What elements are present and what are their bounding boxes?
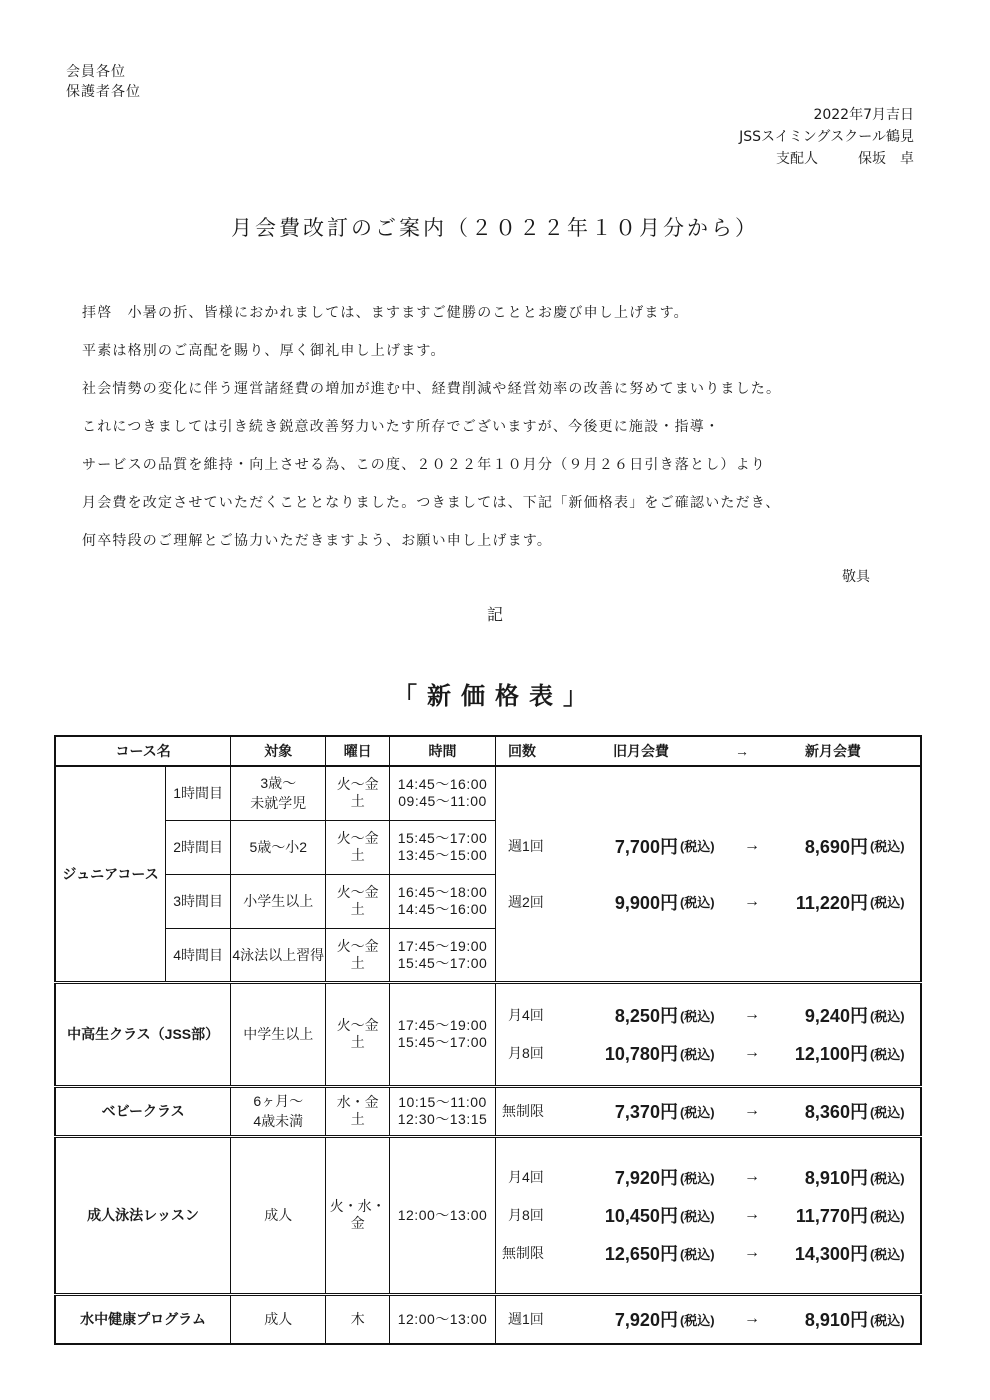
addressee-block bbox=[66, 62, 141, 102]
day-cell: 火～金 土 bbox=[326, 874, 390, 928]
letter-body bbox=[82, 300, 922, 566]
table-row bbox=[55, 1136, 921, 1294]
target-cell: 成人 bbox=[231, 1136, 326, 1294]
day-cell: 木 bbox=[326, 1294, 390, 1344]
body-line: 社会情勢の変化に伴う運営諸経費の増加が進む中、経費削減や経営効率の改善に努めてまいりました。 bbox=[82, 381, 782, 397]
course-baby: ベビークラス bbox=[55, 1086, 231, 1136]
price-line: 月8回 10,780円 (税込) → 12,100円 (税込) bbox=[507, 1044, 905, 1064]
addressee-guardians: 保護者各位 bbox=[66, 84, 141, 100]
time-cell: 17:45～19:00 15:45～17:00 bbox=[390, 928, 496, 982]
adult-prices bbox=[495, 1136, 921, 1294]
price-line: 無制限 7,370円 (税込) → 8,360円 (税込) bbox=[501, 1102, 905, 1122]
time-cell: 12:00～13:00 bbox=[390, 1294, 496, 1344]
price-line: 週2回 9,900円 (税込) → 11,220円 (税込) bbox=[507, 892, 905, 913]
header-course: コース名 bbox=[55, 736, 231, 766]
target-cell: 中学生以上 bbox=[231, 982, 326, 1086]
body-line: 拝啓 小暑の折、皆様におかれましては、ますますご健勝のこととお慶び申し上げます。 bbox=[82, 305, 689, 321]
time-cell: 10:15～11:00 12:30～13:15 bbox=[390, 1086, 496, 1136]
body-line: サービスの品質を維持・向上させる為、この度、２０２２年１０月分（９月２６日引き落とし）より bbox=[82, 457, 766, 473]
closing-keigu: 敬具 bbox=[842, 569, 870, 585]
header-old: 旧月会費 bbox=[612, 743, 669, 759]
day-cell: 火～金 土 bbox=[326, 820, 390, 874]
price-table bbox=[54, 735, 922, 1345]
letter-title: 月会費改訂のご案内（２０２２年１０月分から） bbox=[231, 216, 759, 240]
slot-4: 4時間目 bbox=[166, 928, 231, 982]
course-adult: 成人泳法レッスン bbox=[55, 1136, 231, 1294]
target-cell: 4泳法以上習得 bbox=[231, 928, 326, 982]
time-cell: 14:45～16:00 09:45～11:00 bbox=[390, 766, 496, 820]
day-cell: 水・金 土 bbox=[326, 1086, 390, 1136]
day-cell: 火～金 土 bbox=[326, 928, 390, 982]
header-time: 時間 bbox=[390, 736, 496, 766]
slot-1: 1時間目 bbox=[166, 766, 231, 820]
table-row bbox=[55, 766, 921, 820]
table-row bbox=[55, 1294, 921, 1344]
price-line: 月4回 7,920円 (税込) → 8,910円 (税込) bbox=[507, 1168, 905, 1188]
addressee-members: 会員各位 bbox=[66, 64, 126, 80]
target-cell: 成人 bbox=[231, 1294, 326, 1344]
representative bbox=[739, 148, 914, 170]
course-aqua: 水中健康プログラム bbox=[55, 1294, 231, 1344]
course-junior: ジュニアコース bbox=[55, 766, 166, 982]
course-highschool: 中高生クラス（JSS部） bbox=[55, 982, 231, 1086]
target-cell: 5歳～小2 bbox=[231, 820, 326, 874]
price-line: 週1回 7,700円 (税込) → 8,690円 (税込) bbox=[507, 836, 905, 857]
day-cell: 火～金 土 bbox=[326, 766, 390, 820]
body-line: 平素は格別のご高配を賜り、厚く御礼申し上げます。 bbox=[82, 343, 446, 359]
school-name: JSSスイミングスクール鶴見 bbox=[739, 129, 914, 145]
table-header-row bbox=[55, 736, 921, 766]
slot-3: 3時間目 bbox=[166, 874, 231, 928]
aqua-prices bbox=[495, 1294, 921, 1344]
price-line: 週1回 7,920円 (税込) → 8,910円 (税込) bbox=[507, 1310, 905, 1331]
target-cell: 小学生以上 bbox=[231, 874, 326, 928]
slot-2: 2時間目 bbox=[166, 820, 231, 874]
time-cell: 17:45～19:00 15:45～17:00 bbox=[390, 982, 496, 1086]
header-freq: 回数 bbox=[507, 743, 536, 759]
highschool-prices bbox=[495, 982, 921, 1086]
header-arrow: → bbox=[734, 743, 749, 759]
baby-prices bbox=[495, 1086, 921, 1136]
body-line: これにつきましては引き続き鋭意改善努力いたす所存でございますが、今後更に施設・指導・ bbox=[82, 419, 721, 435]
representative-name: 保坂 卓 bbox=[858, 151, 914, 167]
target-cell: 3歳～ 未就学児 bbox=[231, 766, 326, 820]
representative-position: 支配人 bbox=[776, 151, 818, 167]
body-line: 月会費を改定させていただくこととなりました。つきましては、下記「新価格表」をご確認いただき、 bbox=[82, 495, 781, 511]
letter-date: 2022年7月吉日 bbox=[813, 107, 914, 123]
day-cell: 火・水・金 bbox=[326, 1136, 390, 1294]
sender-block bbox=[739, 104, 914, 170]
price-line: 無制限 12,650円 (税込) → 14,300円 (税込) bbox=[501, 1244, 905, 1264]
day-cell: 火～金 土 bbox=[326, 982, 390, 1086]
ki-mark: 記 bbox=[486, 605, 503, 624]
price-table-title: 「新価格表」 bbox=[393, 682, 597, 710]
header-fees bbox=[495, 736, 921, 766]
header-day: 曜日 bbox=[326, 736, 390, 766]
table-row bbox=[55, 1086, 921, 1136]
target-cell: 6ヶ月～ 4歳未満 bbox=[231, 1086, 326, 1136]
time-cell: 16:45～18:00 14:45～16:00 bbox=[390, 874, 496, 928]
header-target: 対象 bbox=[231, 736, 326, 766]
time-cell: 12:00～13:00 bbox=[390, 1136, 496, 1294]
body-line: 何卒特段のご理解とご協力いただきますよう、お願い申し上げます。 bbox=[82, 533, 553, 549]
header-new: 新月会費 bbox=[804, 743, 861, 759]
price-line: 月4回 8,250円 (税込) → 9,240円 (税込) bbox=[507, 1006, 905, 1026]
table-row bbox=[55, 982, 921, 1086]
junior-prices bbox=[495, 766, 921, 982]
price-line: 月8回 10,450円 (税込) → 11,770円 (税込) bbox=[507, 1206, 905, 1226]
time-cell: 15:45～17:00 13:45～15:00 bbox=[390, 820, 496, 874]
